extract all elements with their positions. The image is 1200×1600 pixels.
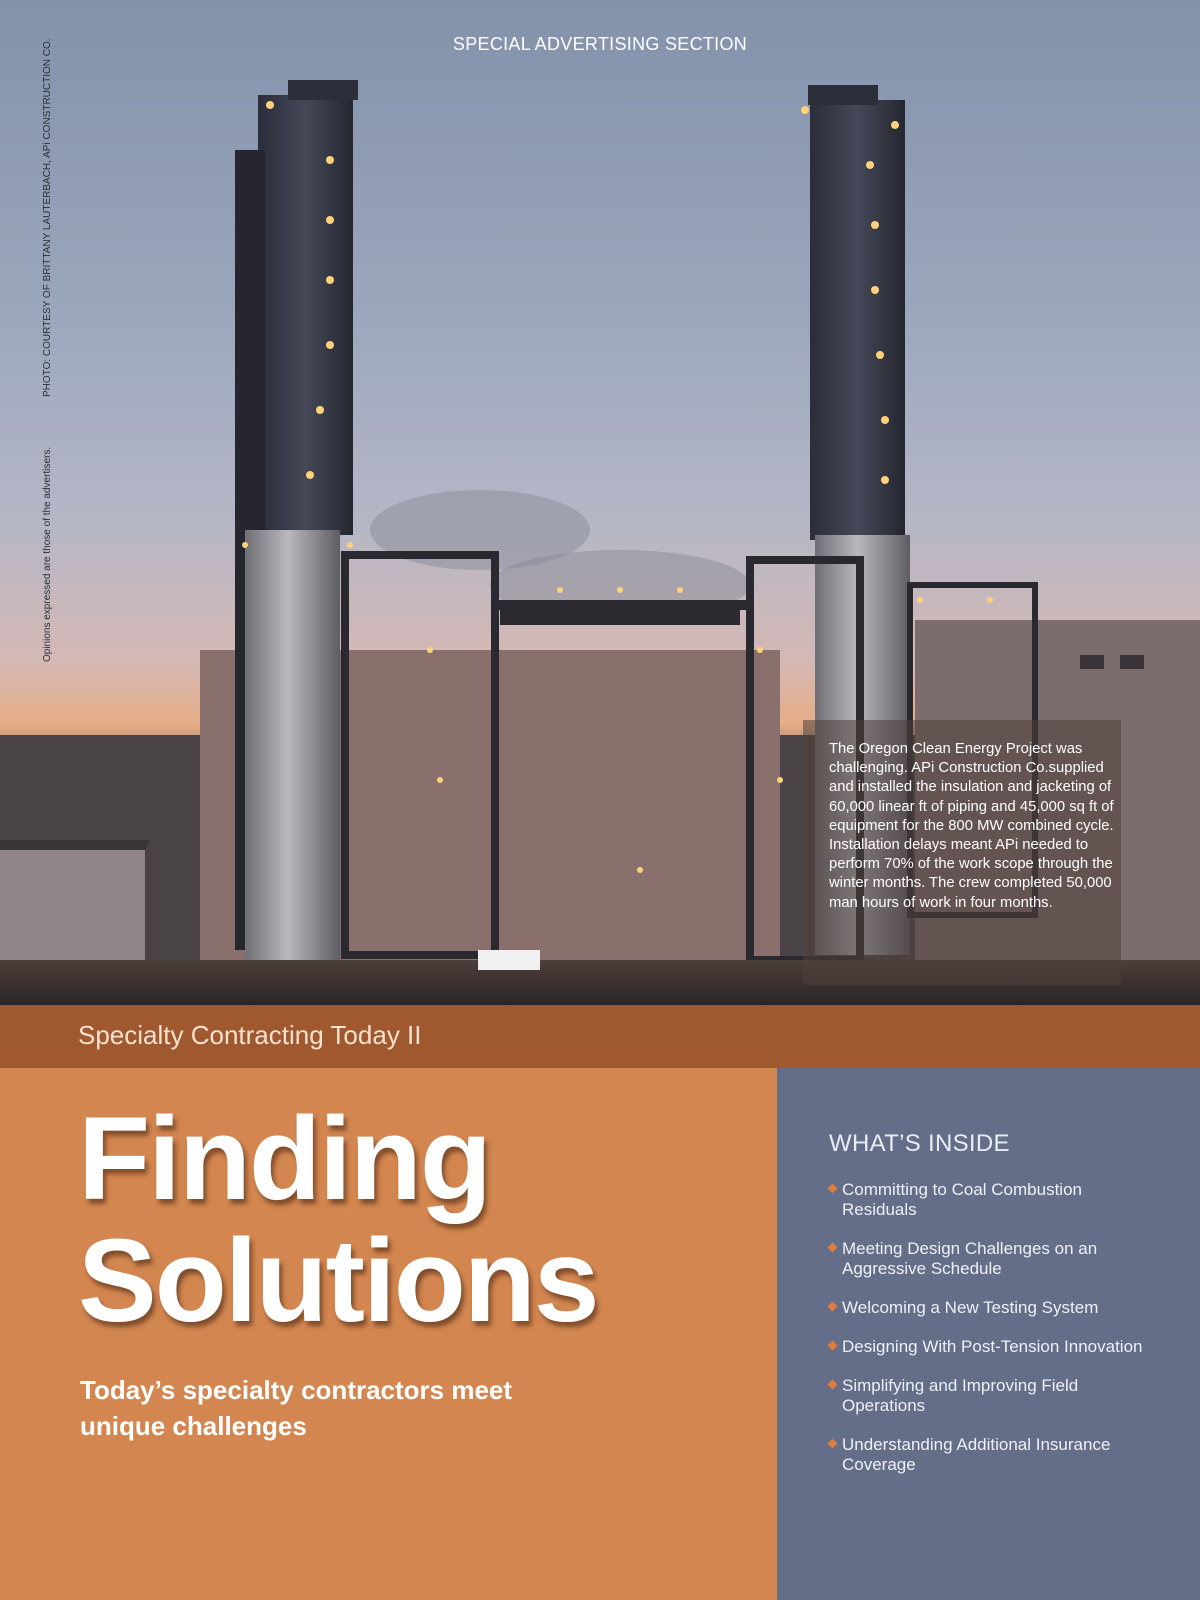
toc-item-label: Welcoming a New Testing System [842,1298,1099,1317]
diamond-bullet-icon [828,1380,838,1390]
toc-item-label: Simplifying and Improving Field Operations [842,1376,1079,1415]
toc-item [829,1376,1159,1416]
toc-item-label: Meeting Design Challenges on an Aggressive Schedule [842,1239,1098,1278]
section-title: Specialty Contracting Today II [78,1020,422,1050]
whats-inside-title: WHAT’S INSIDE [829,1130,1010,1157]
special-advertising-label: SPECIAL ADVERTISING SECTION [452,34,748,54]
cover-subhead: Today’s specialty contractors meet unique challenges [80,1375,513,1441]
whats-inside-list [829,1180,1159,1494]
toc-item [829,1239,1159,1279]
toc-item-label: Designing With Post-Tension Innovation [842,1337,1143,1356]
toc-item [829,1298,1159,1318]
toc-item [829,1337,1159,1357]
photo-caption: The Oregon Clean Energy Project was challenging. APi Construction Co.supplied and installed the insulation and jacketing of 60,000 linear ft of piping and 45,000 sq ft of equipment for the 800 MW combined cycle. Installation delays meant APi needed to perform 70% of the work scope through the winter months. The crew completed 50,000 man hours of work in four months. [829,741,1114,911]
headline-line-2: Solutions [78,1215,598,1347]
diamond-bullet-icon [828,1243,838,1253]
diamond-bullet-icon [828,1439,838,1449]
toc-item [829,1180,1159,1220]
diamond-bullet-icon [828,1341,838,1351]
headline-line-1: Finding [78,1093,490,1225]
toc-item [829,1435,1159,1475]
diamond-bullet-icon [828,1184,838,1194]
cover-headline [78,1093,598,1347]
photo-credit: PHOTO: COURTESY OF BRITTANY LAUTERBACH, APi CONSTRUCTION CO. [42,38,53,397]
toc-item-label: Understanding Additional Insurance Coverage [842,1435,1111,1474]
toc-item-label: Committing to Coal Combustion Residuals [842,1180,1082,1219]
advertiser-disclaimer: Opinions expressed are those of the advertisers. [42,446,53,662]
diamond-bullet-icon [828,1302,838,1312]
